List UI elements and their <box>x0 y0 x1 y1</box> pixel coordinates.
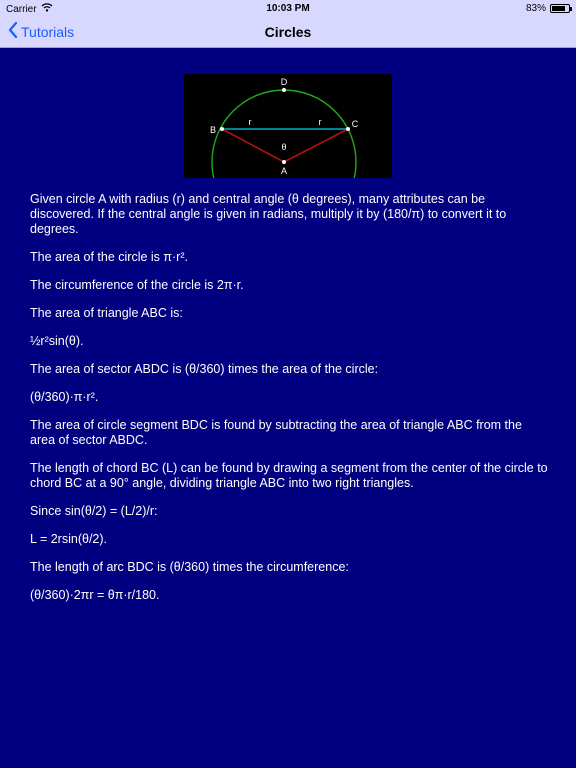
point-a <box>282 160 286 164</box>
point-d <box>282 88 286 92</box>
paragraph-sector-area: The area of sector ABDC is (θ/360) times the area of the circle: <box>30 362 379 376</box>
formula-sine-relation: Since sin(θ/2) = (L/2)/r: <box>30 504 158 518</box>
status-bar <box>0 0 576 18</box>
formula-arc-length: (θ/360)·2πr = θπ·r/180. <box>30 588 160 602</box>
paragraph-chord-length: The length of chord BC (L) can be found by drawing a segment from the center of the circle to chord BC at a 90° angle, dividing triangle ABC into two right triangles. <box>30 461 548 490</box>
paragraph-arc-length: The length of arc BDC is (θ/360) times the circumference: <box>30 560 349 574</box>
page-title: Circles <box>264 24 312 40</box>
tutorial-content <box>30 192 550 616</box>
battery-icon <box>550 4 570 13</box>
radius-ab <box>222 129 287 162</box>
paragraph-intro: Given circle A with radius (r) and central angle (θ degrees), many attributes can be discovered. If the central angle is given in radians, multiply it by (180/π) to convert it to degrees. <box>30 192 507 236</box>
point-b <box>220 127 224 131</box>
label-r-left: r <box>248 117 252 127</box>
paragraph-circumference: The circumference of the circle is 2π·r. <box>30 278 244 292</box>
label-r-right: r <box>318 117 322 127</box>
circle-outline <box>209 90 356 178</box>
paragraph-circle-area: The area of the circle is π·r². <box>30 250 188 264</box>
formula-triangle-area: ½r²sin(θ). <box>30 334 84 348</box>
battery-percent: 83% <box>525 3 546 14</box>
battery-fill <box>552 6 565 11</box>
label-d: D <box>280 77 288 87</box>
label-b: B <box>209 125 217 135</box>
label-theta: θ <box>281 142 287 152</box>
label-a: A <box>280 166 288 176</box>
paragraph-segment-area: The area of circle segment BDC is found by subtracting the area of triangle ABC from the area of sector ABDC. <box>30 418 522 447</box>
status-right <box>526 3 570 14</box>
formula-sector-area: (θ/360)·π·r². <box>30 390 99 404</box>
circle-diagram <box>184 74 392 178</box>
carrier-label: Carrier <box>6 3 37 15</box>
battery-tip <box>570 7 572 11</box>
point-c <box>346 127 350 131</box>
formula-chord-length: L = 2rsin(θ/2). <box>30 532 108 546</box>
paragraph-triangle-area: The area of triangle ABC is: <box>30 306 183 320</box>
nav-bar <box>0 18 576 48</box>
status-time: 10:03 PM <box>266 3 310 14</box>
label-c: C <box>351 119 359 129</box>
radius-ac <box>284 129 348 162</box>
back-button-label: Tutorials <box>21 23 75 40</box>
